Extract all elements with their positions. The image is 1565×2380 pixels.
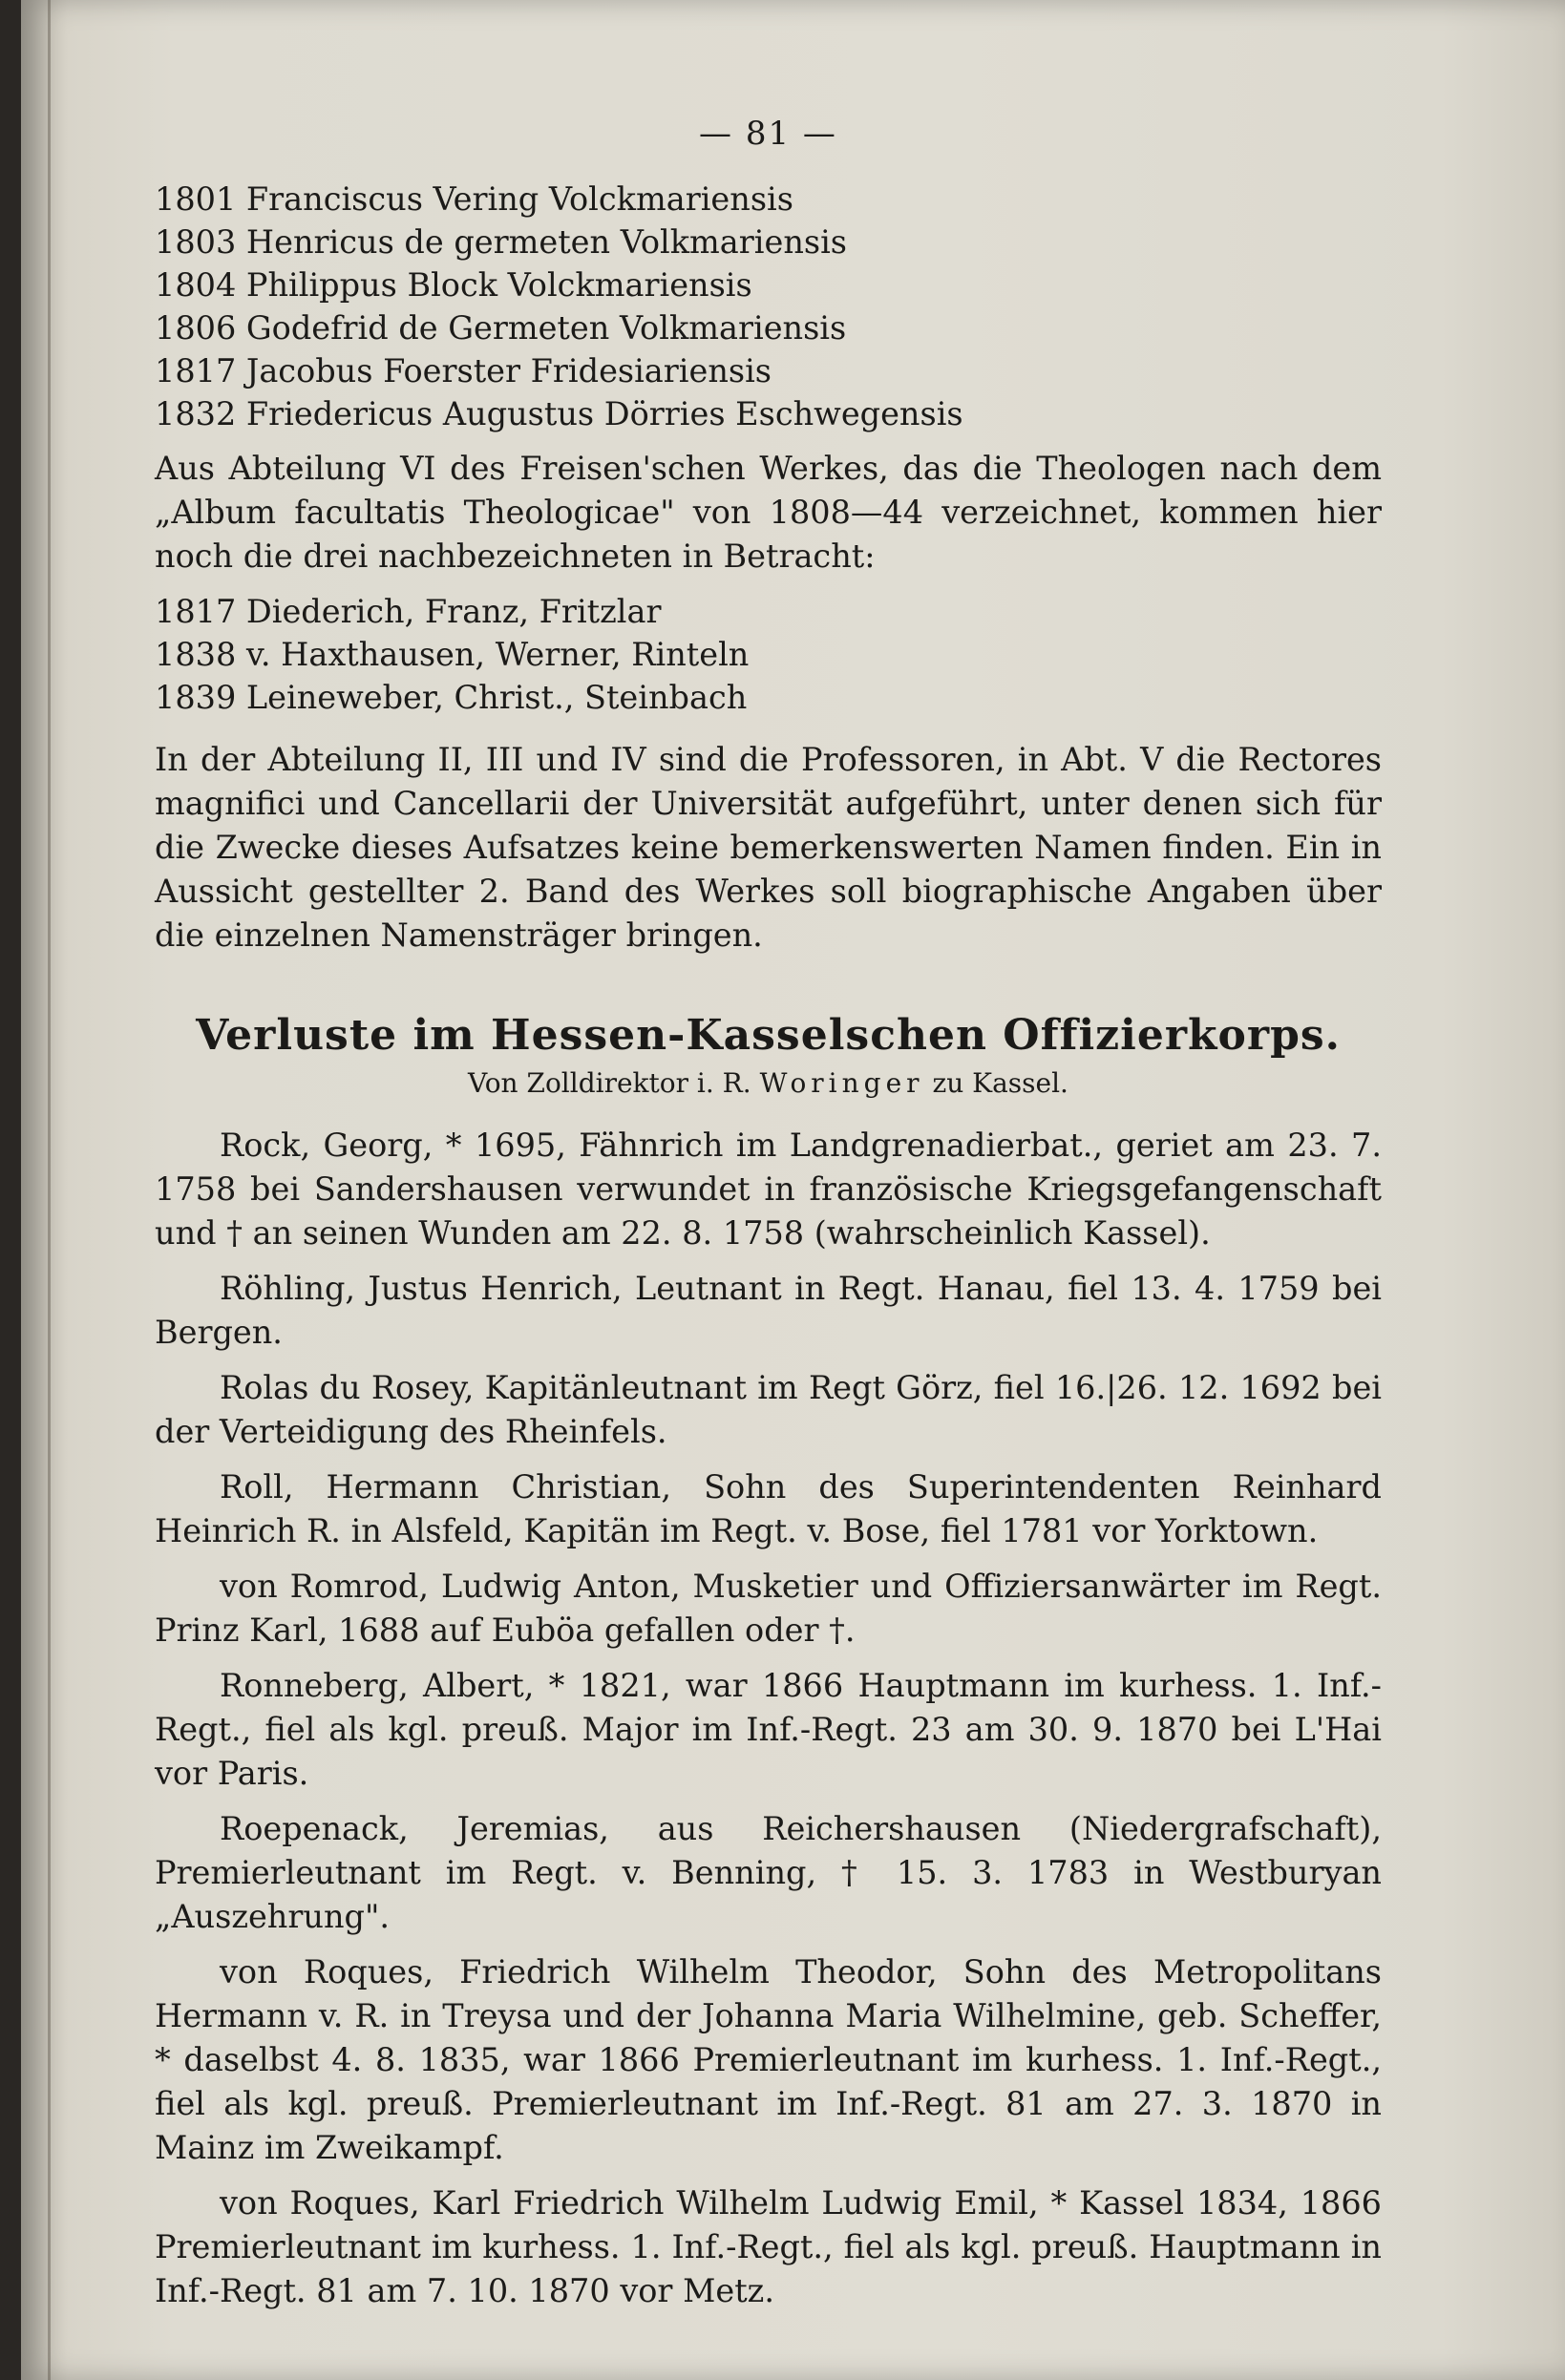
rector-entry: 1804 Philippus Block Volckmariensis xyxy=(155,266,752,304)
rector-entry: 1803 Henricus de germeten Volkmariensis xyxy=(155,223,847,261)
casualty-entry: Roll, Hermann Christian, Sohn des Superintendenten Reinhard Heinrich R. in Alsfeld, Kapitän im Regt. v. Bose, fiel 1781 vor Yorktown. xyxy=(155,1468,1382,1549)
page-number: — 81 — xyxy=(699,115,837,153)
theologian-list xyxy=(155,590,1382,719)
paragraph-abteilung-vi: Aus Abteilung VI des Freisen'schen Werkes, das die Theologen nach dem „Album facultatis Theologicae" von 1808—44 verzeichnet, kommen hier noch die drei nachbezeichneten in Betracht: xyxy=(155,450,1382,575)
page-gutter xyxy=(48,0,51,2380)
byline-suffix: zu Kassel. xyxy=(932,1067,1068,1099)
rector-entry: 1832 Friedericus Augustus Dörries Eschwegensis xyxy=(155,395,963,432)
theologian-entry: 1839 Leineweber, Christ., Steinbach xyxy=(155,679,748,716)
section-heading: Verluste im Hessen-Kasselschen Offizierkorps. xyxy=(196,1011,1341,1060)
byline xyxy=(155,1067,1382,1099)
theologian-entry: 1817 Diederich, Franz, Fritzlar xyxy=(155,593,662,630)
casualty-entry: Ronneberg, Albert, * 1821, war 1866 Hauptmann im kurhess. 1. Inf.-Regt., fiel als kgl. preuß. Major im Inf.-Regt. 23 am 30. 9. 1870 bei L'Hai vor Paris. xyxy=(155,1667,1382,1792)
casualty-entry: von Roques, Friedrich Wilhelm Theodor, Sohn des Metropolitans Hermann v. R. in Treysa und der Johanna Maria Wilhelmine, geb. Scheffer, * daselbst 4. 8. 1835, war 1866 Premierleutnant im kurhess. 1. Inf.-Regt., fiel als kgl. preuß. Premierleutnant im Inf.-Regt. 81 am 27. 3. 1870 in Mainz im Zweikampf. xyxy=(155,1953,1382,2166)
book-page xyxy=(21,0,1565,2380)
page-content xyxy=(155,115,1382,2313)
casualty-entry: Rock, Georg, * 1695, Fähnrich im Landgrenadierbat., geriet am 23. 7. 1758 bei Sandershausen verwundet in französische Kriegsgefangenschaft und † an seinen Wunden am 22. 8. 1758 (wahrscheinlich Kassel). xyxy=(155,1127,1382,1252)
rector-entry: 1806 Godefrid de Germeten Volkmariensis xyxy=(155,309,847,347)
casualty-entry: Rolas du Rosey, Kapitänleutnant im Regt Görz, fiel 16.|26. 12. 1692 bei der Verteidigung des Rheinfels. xyxy=(155,1369,1382,1450)
casualty-entry: von Roques, Karl Friedrich Wilhelm Ludwig Emil, * Kassel 1834, 1866 Premierleutnant im kurhess. 1. Inf.-Regt., fiel als kgl. preuß. Hauptmann in Inf.-Regt. 81 am 7. 10. 1870 vor Metz. xyxy=(155,2184,1382,2309)
casualty-entry: Röhling, Justus Henrich, Leutnant in Regt. Hanau, fiel 13. 4. 1759 bei Bergen. xyxy=(155,1270,1382,1351)
casualty-entry: von Romrod, Ludwig Anton, Musketier und Offiziersanwärter im Regt. Prinz Karl, 1688 auf Euböa gefallen oder †. xyxy=(155,1568,1382,1649)
casualty-list xyxy=(155,1124,1382,2313)
paragraph-professoren: In der Abteilung II, III und IV sind die Professoren, in Abt. V die Rectores magnifici und Cancellarii der Universität aufgeführt, unter denen sich für die Zwecke dieses Aufsatzes keine bemerkenswerten Namen finden. Ein in Aussicht gestellter 2. Band des Werkes soll biographische Angaben über die einzelnen Namensträger bringen. xyxy=(155,741,1382,954)
rector-entry: 1817 Jacobus Foerster Fridesiariensis xyxy=(155,352,772,390)
theologian-entry: 1838 v. Haxthausen, Werner, Rinteln xyxy=(155,636,750,673)
byline-prefix: Von Zolldirektor i. R. xyxy=(468,1067,751,1099)
casualty-entry: Roepenack, Jeremias, aus Reichershausen (Niedergrafschaft), Premierleutnant im Regt. v. Benning, † 15. 3. 1783 in Westburyan „Auszehrung". xyxy=(155,1810,1382,1935)
byline-author: Woringer xyxy=(759,1067,924,1099)
rector-list xyxy=(155,178,1382,435)
rector-entry: 1801 Franciscus Vering Volckmariensis xyxy=(155,180,793,218)
